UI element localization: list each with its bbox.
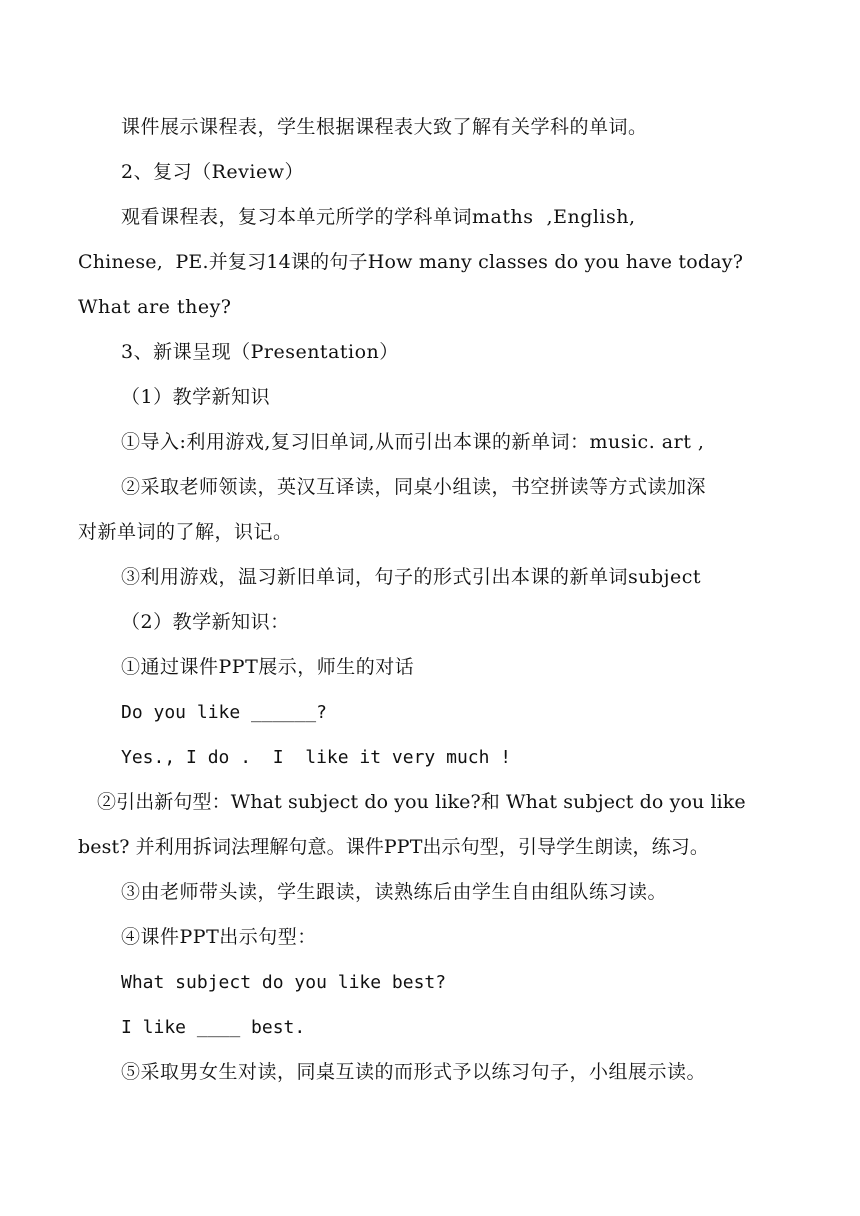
step-line-2-cont: 对新单词的了解，识记。: [78, 521, 293, 543]
step-line-8: ⑤采取男女生对读，同桌互读的而形式予以练习句子，小组展示读。: [121, 1061, 707, 1083]
step-line-6: ③由老师带头读，学生跟读，读熟练后由学生自由组队练习读。: [121, 881, 668, 903]
step-line-1: ①导入:利用游戏,复习旧单词,从而引出本课的新单词：music. art ,: [121, 431, 705, 453]
step-line-7: ④课件PPT出示句型：: [121, 926, 317, 948]
paragraph-line-1: 课件展示课程表，学生根据课程表大致了解有关学科的单词。: [121, 116, 648, 138]
pattern-question: What subject do you like best?: [121, 972, 447, 993]
subsection-heading-2: （2）教学新知识：: [121, 611, 290, 633]
paragraph-line-4: Chinese, PE.并复习14课的句子How many classes do you have today?: [78, 251, 744, 273]
step-line-2: ②采取老师领读，英汉互译读，同桌小组读，书空拼读等方式读加深: [121, 476, 707, 498]
step-line-3: ③利用游戏，温习新旧单词，句子的形式引出本课的新单词subject: [121, 566, 702, 588]
subsection-heading-1: （1）教学新知识: [121, 386, 271, 408]
paragraph-line-5: What are they?: [78, 296, 232, 318]
dialogue-question: Do you like ______?: [121, 702, 327, 723]
step-line-4: ①通过课件PPT展示，师生的对话: [121, 656, 415, 678]
pattern-answer: I like ____ best.: [121, 1017, 306, 1038]
paragraph-line-3: 观看课程表，复习本单元所学的学科单词maths ,English,: [121, 206, 636, 228]
section-heading-presentation: 3、新课呈现（Presentation）: [121, 341, 399, 363]
step-line-5: ②引出新句型：What subject do you like?和 What subject do you like: [97, 791, 746, 813]
section-heading-review: 2、复习（Review）: [121, 161, 304, 183]
dialogue-answer: Yes., I do . I like it very much !: [121, 747, 512, 768]
step-line-5-cont: best? 并利用拆词法理解句意。课件PPT出示句型，引导学生朗读，练习。: [78, 836, 709, 858]
